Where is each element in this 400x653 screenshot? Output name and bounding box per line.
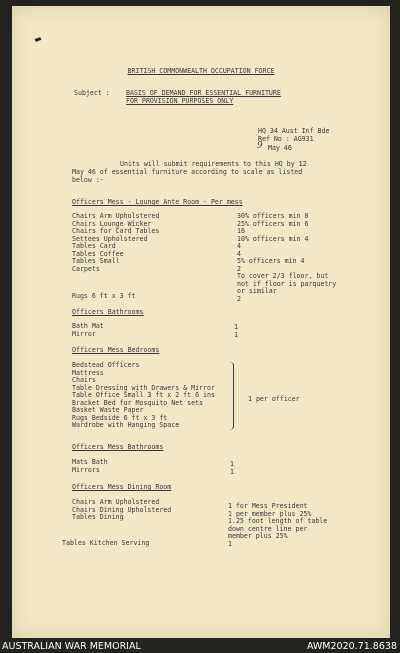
item-name: Tables Small (72, 257, 120, 265)
item-name: Bath Mat (72, 322, 104, 330)
document-page (12, 6, 390, 638)
item-name: Chairs Lounge Wicker (72, 219, 152, 228)
item-qty: 1 (230, 460, 234, 468)
hq-line: HQ 34 Aust Inf Bde (258, 127, 330, 135)
item-qty: down centre line per (228, 524, 308, 533)
item-qty: 1 for Mess President (228, 502, 308, 510)
date-line: May 46 (268, 144, 292, 152)
item-name: Chairs Arm Upholstered (72, 212, 160, 220)
item-name: Carpets (72, 264, 100, 273)
item-name: Table Office Small 3 ft x 2 ft 6 ins (72, 391, 215, 399)
item-qty: 1 per member plus 25% (228, 509, 312, 518)
item-name: Tables Kitchen Serving (62, 539, 150, 547)
item-name: Mattress (72, 368, 104, 377)
section-heading-bathrooms: Officers Bathrooms (72, 308, 144, 316)
item-qty: 25% officers min 6 (237, 219, 309, 228)
bracket (228, 362, 234, 430)
intro-line-3: below :- (72, 176, 104, 184)
item-qty: 10% officers min 4 (237, 234, 309, 243)
item-name: Tables Dining (72, 513, 124, 521)
item-qty: 1 (234, 323, 238, 331)
item-qty: 30% officers min 8 (237, 212, 309, 220)
footer-accession-number: AWM2020.71.8638 (306, 641, 397, 652)
item-qty: 16 (237, 227, 245, 235)
section-heading-dining: Officers Mess Dining Room (72, 483, 172, 491)
item-name: Chairs Arm Upholstered (72, 498, 160, 506)
item-qty: 1 (228, 539, 232, 548)
item-name: Tables Coffee (72, 249, 124, 258)
ref-line: Ref No : AG931 (258, 135, 314, 143)
carpet-note: not if floor is parquetry (237, 279, 337, 288)
item-qty: 1 (234, 330, 238, 339)
item-name: Bracket Bed for Mosquito Net sets (72, 398, 204, 407)
section-heading-bedrooms: Officers Mess Bedrooms (72, 346, 160, 354)
item-name: Rugs Bedside 6 ft x 3 ft (72, 413, 168, 422)
item-qty: member plus 25% (228, 532, 288, 540)
item-name: Wardrobe with Hanging Space (72, 421, 180, 429)
item-name: Mirrors (72, 465, 100, 474)
item-name: Basket Waste Paper (72, 406, 144, 414)
section-heading-lounge: Officers Mess - Lounge Ante Room - Per mess (72, 198, 243, 206)
subject-label: Subject : (74, 89, 110, 97)
item-name: Bedstead Officers (72, 361, 140, 369)
item-name: Chairs for Card Tables (72, 227, 160, 235)
item-name: Mirror (72, 329, 96, 338)
subject-line-1: BASIS OF DEMAND FOR ESSENTIAL FURNITURE (126, 89, 281, 97)
item-qty: 2 (237, 264, 241, 273)
intro-line-1: Units will submit requirements to this HQ by 12 (120, 160, 307, 168)
item-qty: 4 (237, 242, 241, 250)
subject-line-2: FOR PROVISION PURPOSES ONLY (126, 96, 234, 105)
item-qty: 1 per officer (248, 395, 300, 403)
item-qty: 1 (230, 467, 234, 476)
footer-credit: AUSTRALIAN WAR MEMORIAL (2, 641, 141, 652)
handwritten-day: 9 (257, 141, 263, 151)
item-name: Settees Upholstered (72, 234, 148, 243)
ink-mark (35, 37, 42, 42)
item-qty: 1.25 foot length of table (228, 517, 328, 525)
item-name: Rugs 6 ft x 3 ft (72, 292, 136, 300)
item-qty: 4 (237, 249, 241, 258)
item-qty: 2 (237, 294, 241, 303)
carpet-note: or similar (237, 287, 277, 295)
item-name: Tables Card (72, 242, 116, 250)
item-name: Chairs (72, 376, 96, 384)
carpet-note: To cover 2/3 floor, but (237, 272, 329, 280)
section-heading-mess-bathrooms: Officers Mess Bathrooms (72, 443, 164, 451)
organisation-heading: BRITISH COMMONWEALTH OCCUPATION FORCE (127, 67, 275, 75)
item-name: Mats Bath (72, 458, 108, 466)
item-name: Table Dressing with Drawers & Mirror (72, 383, 215, 392)
item-name: Chairs Dining Upholstered (72, 505, 172, 514)
item-qty: 5% officers min 4 (237, 257, 305, 265)
intro-line-2: May 46 of essential furniture according to scale as listed (72, 168, 303, 176)
